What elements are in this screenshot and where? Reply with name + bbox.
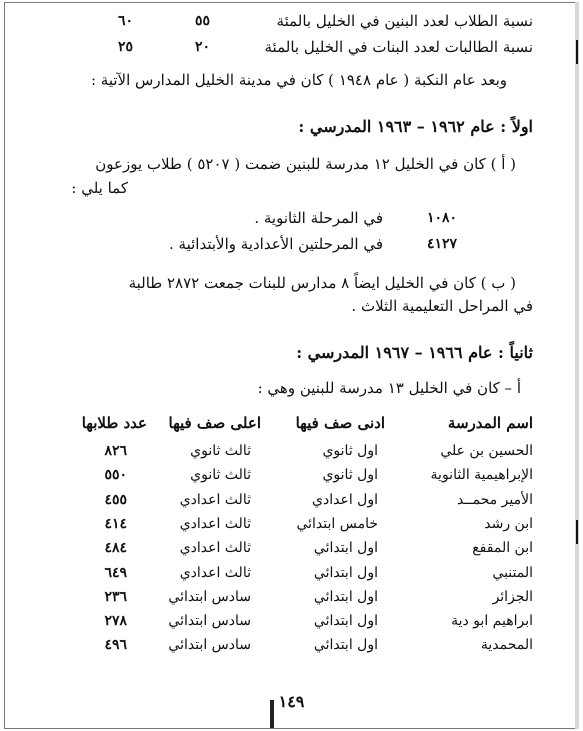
section-heading: ثانياً : عام ١٩٦٦ – ١٩٦٧ المدرسي : (296, 343, 533, 362)
highest-grade: ثالث ثانوي (190, 467, 251, 484)
student-count: ٢٣٦ (104, 588, 127, 605)
stat-value: ٢٥ (118, 39, 134, 55)
section-heading: اولاً : عام ١٩٦٢ – ١٩٦٣ المدرسي : (298, 117, 533, 136)
stat-value: ٥٥ (195, 13, 211, 29)
paragraph-line: أ – كان في الخليل ١٣ مدرسة للبنين وهي : (257, 379, 521, 397)
highest-grade: ثالث ثانوي (190, 443, 251, 459)
paragraph-line: في المراحل التعليمية الثلاث . (351, 297, 533, 315)
school-name: المحمدية (480, 637, 533, 654)
highest-grade: ثالث اعدادي (179, 540, 251, 557)
school-name: الإبراهيمية الثانوية (430, 467, 533, 484)
highest-grade: ثالث اعدادي (179, 564, 251, 581)
row-text: في المرحلة الثانوية . (254, 209, 383, 227)
column-header: اسم المدرسة (447, 414, 533, 432)
lowest-grade: اول ثانوي (322, 443, 378, 459)
school-name: ابن المقفع (472, 540, 533, 557)
school-name: الحسين بن علي (440, 443, 533, 459)
count-value: ١٠٨٠ (427, 210, 458, 226)
highest-grade: سادس ابتدائي (168, 588, 251, 605)
lowest-grade: اول ابتدائي (313, 637, 378, 654)
student-count: ٤٨٤ (104, 540, 127, 557)
column-header: عدد طلابها (81, 414, 147, 432)
stat-label: نسبة الطلاب لعدد البنين في الخليل بالمئة (276, 12, 533, 30)
row-text: في المرحلتين الأعدادية والأبتدائية . (169, 235, 383, 253)
stat-label: نسبة الطالبات لعدد البنات في الخليل بالمئة (264, 38, 533, 56)
lowest-grade: اول ثانوي (322, 467, 378, 484)
school-name: الأمير محمــد (457, 491, 533, 508)
count-value: ٤١٢٧ (427, 236, 458, 252)
school-name: الجزائر (492, 588, 533, 605)
page-number: ١٤٩ (278, 692, 305, 711)
highest-grade: سادس ابتدائي (168, 613, 251, 630)
highest-grade: ثالث اعدادي (179, 515, 251, 532)
highest-grade: ثالث اعدادي (179, 491, 251, 508)
stat-value: ٢٠ (195, 39, 211, 55)
student-count: ٦٤٩ (104, 564, 127, 581)
student-count: ٤٩٦ (104, 637, 127, 654)
column-header: اعلى صف فيها (168, 414, 261, 432)
school-name: المتنبي (492, 564, 533, 581)
lowest-grade: اول ابتدائي (313, 564, 378, 581)
school-name: ابن رشد (484, 515, 533, 532)
lowest-grade: اول ابتدائي (313, 613, 378, 630)
intro-text: وبعد عام النكبة ( عام ١٩٤٨ ) كان في مدينة الخليل المدارس الآتية : (90, 71, 507, 89)
highest-grade: سادس ابتدائي (168, 637, 251, 654)
school-name: ابراهيم ابو دية (451, 613, 533, 630)
student-count: ٥٥٠ (104, 467, 127, 484)
lowest-grade: اول ابتدائي (313, 540, 378, 557)
paragraph-line: ( ب ) كان في الخليل ايضاً ٨ مدارس للبنات جمعت ٢٨٧٢ طالبة (128, 274, 516, 292)
lowest-grade: خامس ابتدائي (296, 515, 378, 532)
page-mark (270, 700, 274, 728)
paragraph-line: كما يلي : (71, 179, 128, 197)
student-count: ٨٢٦ (104, 443, 127, 459)
lowest-grade: اول اعدادي (312, 491, 378, 508)
paragraph-line: ( أ ) كان في الخليل ١٢ مدرسة للبنين ضمت ( ٥٢٠٧ ) طلاب يوزعون (95, 155, 516, 173)
stat-value: ٦٠ (118, 13, 134, 29)
student-count: ٤١٤ (104, 515, 127, 532)
column-header: ادنى صف فيها (295, 414, 385, 432)
lowest-grade: اول ابتدائي (313, 588, 378, 605)
student-count: ٤٥٥ (104, 491, 127, 508)
student-count: ٢٧٨ (104, 613, 127, 630)
